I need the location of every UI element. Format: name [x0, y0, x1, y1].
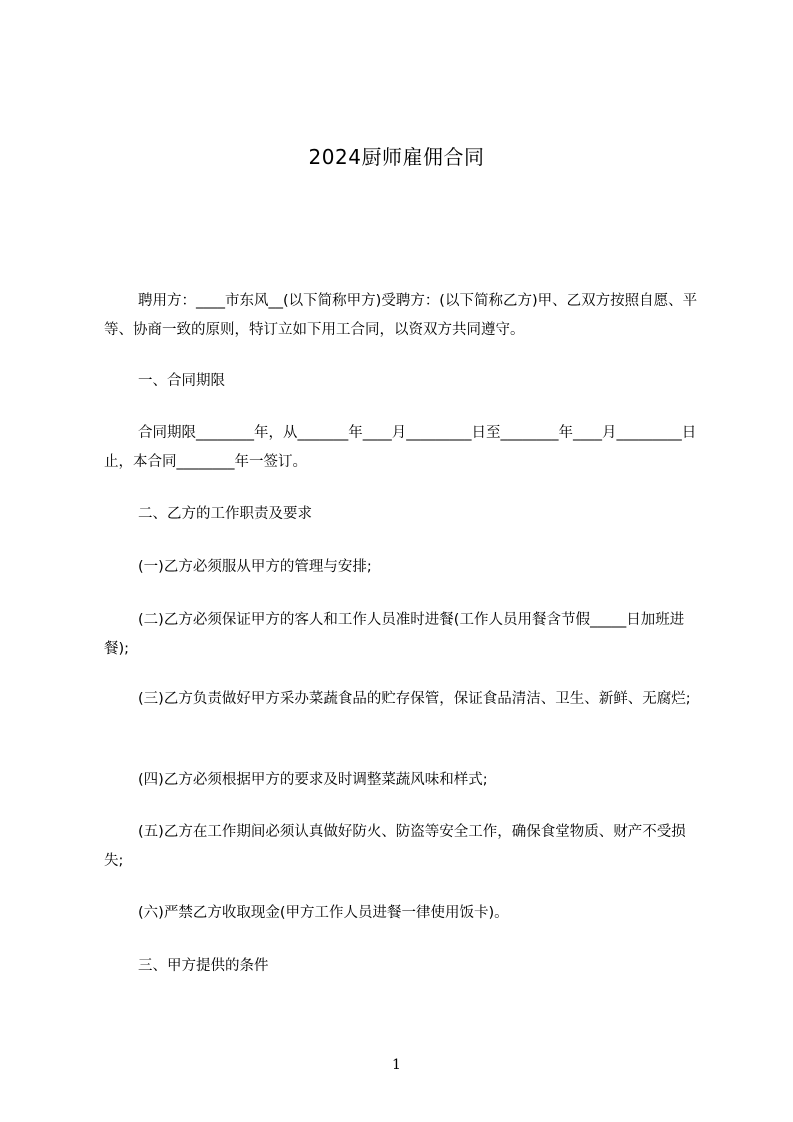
duty-item-4: (四)乙方必须根据甲方的要求及时调整菜蔬风味和样式; [138, 772, 488, 788]
page-number: 1 [392, 1057, 401, 1073]
duty-item-1: (一)乙方必须服从甲方的管理与安排; [138, 559, 372, 575]
duty-item-5: (五)乙方在工作期间必须认真做好防火、防盗等安全工作，确保食堂物质、财产不受损失; [104, 824, 686, 869]
duty-item-6: (六)严禁乙方收取现金(甲方工作人员进餐一律使用饭卡)。 [138, 905, 509, 921]
intro-paragraph: 聘用方：____市东风__(以下简称甲方)受聘方：(以下简称乙方)甲、乙双方按照自愿、平等、协商一致的原则，特订立如下用工合同，以资双方共同遵守。 [104, 293, 698, 338]
document-title: 2024厨师雇佣合同 [308, 145, 485, 169]
section-heading-party-a-conditions: 三、甲方提供的条件 [138, 958, 269, 974]
section-heading-duties: 二、乙方的工作职责及要求 [138, 506, 312, 522]
duty-item-3: (三)乙方负责做好甲方采办菜蔬食品的贮存保管，保证食品清洁、卫生、新鲜、无腐烂; [138, 691, 691, 707]
duty-item-2: (二)乙方必须保证甲方的客人和工作人员准时进餐(工作人员用餐含节假_____日加班进餐); [104, 612, 685, 657]
section-heading-contract-term: 一、合同期限 [138, 373, 225, 389]
contract-term-paragraph: 合同期限________年，从_______年____月_________日至________年____月_________日止，本合同________年一签订。 [104, 425, 697, 470]
